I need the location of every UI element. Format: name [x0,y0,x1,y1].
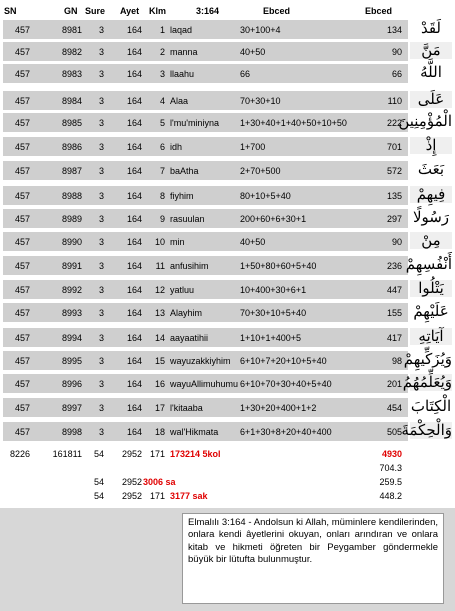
cell-word: wayuAllimuhumu [170,379,239,389]
header-ayet: Ayet [120,6,140,16]
cell-expr: 1+30+40+1+40+50+10+50 [240,118,347,128]
cell-ayet: 164 [126,214,142,224]
cell-ayet: 164 [126,237,142,247]
cell-klm: 2 [159,47,165,57]
cell-gn: 8993 [61,308,82,318]
arabic-word: مَنَّ [410,42,452,59]
cell-sure: 3 [98,214,104,224]
cell-sure: 3 [98,333,104,343]
verse-translation: Elmalılı 3:164 - Andolsun ki Allah, müminlere kendilerinden, onlara kendi âyetlerini okuyan, onları arındıran ve onlara kitab ve hikmeti öğreten bir Peygamber göndermekle büyük bir lütufta bulunmuştur. [182,513,444,604]
cell-expr: 200+60+6+30+1 [240,214,307,224]
cell-ayet: 164 [126,191,142,201]
cell-ayet: 164 [126,308,142,318]
cell-ayet: 164 [126,427,142,437]
cell-word: Alayhim [170,308,203,318]
cell-sn: 457 [14,191,30,201]
cell-ebced: 222 [386,118,402,128]
arabic-word: إِذْ [410,137,452,154]
cell-word: idh [170,142,183,152]
cell-word: laqad [170,25,193,35]
cell-ebced: 297 [386,214,402,224]
cell-ebced: 236 [386,261,402,271]
cell-sn: 457 [14,427,30,437]
cell-expr: 1+30+20+400+1+2 [240,403,317,413]
arabic-word: اللَّهُ [420,63,442,81]
cell-sure: 3 [98,96,104,106]
cell-gn: 8996 [61,379,82,389]
cell-ebced: 505 [386,427,402,437]
cell-klm: 14 [154,333,165,343]
total-ebced: 4930 [381,449,402,459]
sa-label: 3006 sa [143,477,176,487]
cell-sure: 3 [98,142,104,152]
cell-word: Alaa [170,96,189,106]
sak-val: 448.2 [379,491,402,501]
header-sn: SN [4,6,17,16]
cell-ayet: 164 [126,96,142,106]
sak-label: 3177 sak [170,491,208,501]
cell-word: l'mu'miniyna [170,118,219,128]
cell-sn: 457 [14,308,30,318]
cell-ebced: 155 [386,308,402,318]
header-ref: 3:164 [196,6,220,16]
cell-sn: 457 [14,285,30,295]
cell-klm: 3 [159,69,165,79]
cell-klm: 9 [159,214,165,224]
arabic-word: مِنْ [410,232,452,249]
total-sure: 54 [93,449,104,459]
header-ebced-total: Ebced [365,6,393,16]
cell-sn: 457 [14,261,30,271]
cell-sure: 3 [98,69,104,79]
sak-sure: 54 [93,491,104,501]
cell-sure: 3 [98,191,104,201]
cell-klm: 13 [154,308,165,318]
cell-expr: 6+10+70+30+40+5+40 [240,379,332,389]
cell-ebced: 572 [386,166,402,176]
cell-klm: 5 [159,118,165,128]
header-sure: Sure [85,6,106,16]
cell-sure: 3 [98,356,104,366]
cell-word: yatluu [170,285,195,295]
cell-expr: 2+70+500 [240,166,281,176]
cell-sn: 457 [14,118,30,128]
cell-klm: 7 [159,166,165,176]
cell-word: l'kitaaba [170,403,203,413]
cell-word: wal'Hikmata [170,427,219,437]
cell-ayet: 164 [126,47,142,57]
cell-word: fiyhim [170,191,194,201]
cell-expr: 40+50 [240,237,266,247]
header-gn: GN [64,6,78,16]
cell-sn: 457 [14,356,30,366]
cell-gn: 8992 [61,285,82,295]
cell-ayet: 164 [126,118,142,128]
cell-word: manna [170,47,198,57]
cell-word: min [170,237,185,247]
cell-expr: 6+1+30+8+20+40+400 [240,427,332,437]
cell-klm: 10 [154,237,165,247]
arabic-word: وَالْحِكْمَةَ [401,421,452,439]
cell-word: baAtha [170,166,199,176]
cell-klm: 4 [159,96,165,106]
cell-ebced: 135 [386,191,402,201]
arabic-word: الْكِتَابَ [410,397,452,415]
arabic-word: عَلَيْهِمْ [413,302,449,320]
total-gn: 161811 [52,449,82,459]
cell-ayet: 164 [126,25,142,35]
cell-sure: 3 [98,47,104,57]
cell-klm: 15 [154,356,165,366]
cell-expr: 66 [240,69,251,79]
total-ayet: 2952 [121,449,142,459]
cell-ayet: 164 [126,356,142,366]
cell-gn: 8988 [61,191,82,201]
cell-word: aayaatihii [170,333,209,343]
arabic-word: يَتْلُوا [410,280,452,297]
cell-gn: 8983 [61,69,82,79]
total-label: 173214 5kol [170,449,221,459]
cell-expr: 80+10+5+40 [240,191,291,201]
cell-gn: 8981 [61,25,82,35]
cell-expr: 1+700 [240,142,266,152]
cell-sure: 3 [98,118,104,128]
arabic-word: رَسُولًا [412,208,450,226]
header-klm: Klm [149,6,167,16]
cell-gn: 8982 [61,47,82,57]
cell-ebced: 201 [386,379,402,389]
cell-ebced: 110 [387,96,402,106]
cell-ebced: 701 [386,142,402,152]
cell-gn: 8985 [61,118,82,128]
cell-expr: 6+10+7+20+10+5+40 [240,356,327,366]
arabic-word: الْمُؤْمِنِينَ [398,112,452,130]
cell-klm: 17 [154,403,165,413]
cell-expr: 1+10+1+400+5 [240,333,302,343]
cell-ebced: 454 [386,403,402,413]
total-klm: 171 [149,449,165,459]
cell-gn: 8991 [61,261,82,271]
cell-sn: 457 [14,166,30,176]
cell-klm: 1 [159,25,165,35]
sak-klm: 171 [149,491,165,501]
cell-sn: 457 [14,142,30,152]
cell-expr: 30+100+4 [240,25,281,35]
cell-ebced: 90 [391,47,402,57]
arabic-word: أَنْفُسِهِمْ [405,255,452,273]
cell-klm: 11 [155,261,165,271]
cell-klm: 16 [154,379,165,389]
cell-ayet: 164 [126,142,142,152]
cell-klm: 12 [154,285,165,295]
cell-sure: 3 [98,261,104,271]
cell-klm: 6 [159,142,165,152]
cell-word: wayuzakkiyhim [170,356,231,366]
header-ebced: Ebced [263,6,291,16]
cell-sn: 457 [14,403,30,413]
cell-ebced: 447 [386,285,402,295]
cell-gn: 8998 [61,427,82,437]
cell-gn: 8984 [61,96,82,106]
cell-expr: 70+30+10+5+40 [240,308,307,318]
cell-sn: 457 [14,96,30,106]
arabic-word: فِيهِمْ [410,186,452,203]
arabic-word: عَلَى [410,91,452,108]
cell-ebced: 90 [391,237,402,247]
sa-val: 259.5 [379,477,402,487]
cell-ayet: 164 [126,379,142,389]
cell-expr: 1+50+80+60+5+40 [240,261,317,271]
cell-sure: 3 [98,379,104,389]
cell-sure: 3 [98,25,104,35]
cell-ebced: 134 [386,25,402,35]
arabic-word: لَقَدْ [420,19,442,37]
cell-klm: 18 [154,427,165,437]
cell-ebced: 417 [386,333,402,343]
cell-sure: 3 [98,427,104,437]
cell-ayet: 164 [126,333,142,343]
arabic-word: بَعَثَ [417,160,445,178]
arabic-word: وَيُعَلِّمُهُمُ [402,373,452,391]
cell-word: llaahu [170,69,195,79]
cell-ebced: 66 [391,69,402,79]
cell-gn: 8990 [61,237,82,247]
cell-ebced: 98 [391,356,402,366]
sa-sure: 54 [93,477,104,487]
cell-sure: 3 [98,166,104,176]
cell-ayet: 164 [126,261,142,271]
sa-ayet: 2952 [121,477,142,487]
cell-sn: 457 [14,47,30,57]
total-div1: 704.3 [379,463,402,473]
cell-sn: 457 [14,25,30,35]
cell-expr: 10+400+30+6+1 [240,285,307,295]
cell-sn: 457 [14,379,30,389]
arabic-word: وَيُزَكِّيهِمْ [403,350,452,368]
arabic-word: آيَاتِهِ [410,328,452,345]
cell-expr: 40+50 [240,47,266,57]
sak-ayet: 2952 [121,491,142,501]
cell-sure: 3 [98,237,104,247]
cell-sure: 3 [98,285,104,295]
cell-sn: 457 [14,214,30,224]
cell-klm: 8 [159,191,165,201]
cell-ayet: 164 [126,285,142,295]
cell-sure: 3 [98,308,104,318]
cell-expr: 70+30+10 [240,96,281,106]
cell-gn: 8995 [61,356,82,366]
total-sn: 8226 [9,449,30,459]
cell-ayet: 164 [126,166,142,176]
cell-sure: 3 [98,403,104,413]
cell-sn: 457 [14,237,30,247]
cell-gn: 8997 [61,403,82,413]
cell-gn: 8994 [61,333,82,343]
cell-ayet: 164 [126,403,142,413]
cell-word: anfusihim [170,261,209,271]
cell-word: rasuulan [170,214,205,224]
cell-gn: 8986 [61,142,82,152]
cell-sn: 457 [14,333,30,343]
cell-gn: 8989 [61,214,82,224]
cell-sn: 457 [14,69,30,79]
cell-gn: 8987 [61,166,82,176]
cell-ayet: 164 [126,69,142,79]
